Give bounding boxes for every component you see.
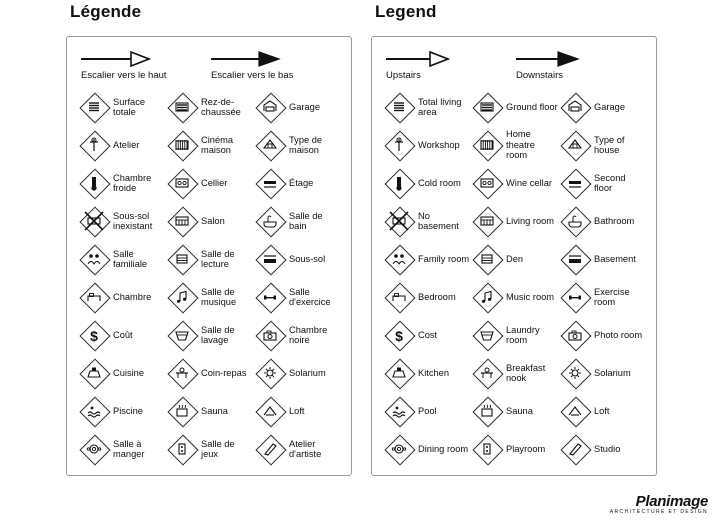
- legend-item-label: Chambre noire: [289, 324, 328, 345]
- legend-item-label: Bedroom: [418, 291, 456, 302]
- stairs-up-label-french: Escalier vers le haut: [81, 70, 167, 81]
- legend-item-label: Kitchen: [418, 367, 450, 378]
- legend-item-label: Sous-sol: [289, 253, 326, 264]
- legend-item: [79, 88, 165, 126]
- legend-item: [560, 202, 646, 240]
- type-of-house-icon: [560, 130, 590, 160]
- garage-icon: [255, 92, 285, 122]
- legend-item-label: Salle à manger: [113, 438, 145, 459]
- legend-item-label: Étage: [289, 177, 314, 188]
- legend-item-label: Total living area: [418, 96, 462, 117]
- legend-item: [255, 164, 341, 202]
- legend-item-label: Bathroom: [594, 215, 635, 226]
- den-icon: [167, 244, 197, 274]
- legend-item: [167, 202, 253, 240]
- pool-icon: [384, 396, 414, 426]
- playroom-icon: [472, 434, 502, 464]
- legend-item-label: Solarium: [594, 367, 631, 378]
- brand-tagline: ARCHITECTURE ET DESIGN: [609, 509, 708, 515]
- family-room-icon: [79, 244, 109, 274]
- legend-item-label: Coût: [113, 329, 133, 340]
- legend-item-label: Music room: [506, 291, 555, 302]
- stairs-up-label-english: Upstairs: [386, 70, 421, 81]
- legend-grid-english: [372, 88, 656, 468]
- wine-cellar-icon: [167, 168, 197, 198]
- cold-room-icon: [79, 168, 109, 198]
- legend-item: [384, 202, 470, 240]
- brand-logo: [610, 493, 708, 515]
- basement-icon: [255, 244, 285, 274]
- bathroom-icon: [255, 206, 285, 236]
- legend-item-label: Cinéma maison: [201, 134, 234, 155]
- legend-item-label: Solarium: [289, 367, 326, 378]
- solarium-icon: [560, 358, 590, 388]
- legend-item: [255, 278, 341, 316]
- legend-item: [384, 164, 470, 202]
- home-theatre-icon: [472, 130, 502, 160]
- legend-item: [560, 354, 646, 392]
- legend-item: [384, 240, 470, 278]
- legend-item: [384, 430, 470, 468]
- photo-room-icon: [560, 320, 590, 350]
- wine-cellar-icon: [472, 168, 502, 198]
- total-living-area-icon: [79, 92, 109, 122]
- playroom-icon: [167, 434, 197, 464]
- legend-item: [255, 240, 341, 278]
- svg-text:$: $: [90, 327, 98, 344]
- legend-item: [79, 126, 165, 164]
- legend-panel-french: [66, 36, 352, 476]
- arrow-outline-up-icon: [384, 51, 514, 67]
- laundry-room-icon: [167, 320, 197, 350]
- legend-item: [472, 354, 558, 392]
- legend-item: [384, 278, 470, 316]
- legend-item-label: Wine cellar: [506, 177, 552, 188]
- ground-floor-icon: [167, 92, 197, 122]
- legend-item: [167, 392, 253, 430]
- legend-item-label: Chambre: [113, 291, 152, 302]
- legend-item: [255, 354, 341, 392]
- legend-item: [167, 354, 253, 392]
- legend-item: [560, 392, 646, 430]
- legend-item: [255, 88, 341, 126]
- legend-item-label: Salle de lecture: [201, 248, 235, 269]
- legend-item: [167, 278, 253, 316]
- legend-item-label: Studio: [594, 443, 621, 454]
- den-icon: [472, 244, 502, 274]
- legend-item-label: Cost: [418, 329, 438, 340]
- legend-item-label: Salle de bain: [289, 210, 323, 231]
- legend-item-label: Piscine: [113, 405, 143, 416]
- bathroom-icon: [560, 206, 590, 236]
- arrow-outline-up-icon: [79, 51, 209, 67]
- legend-item-label: Surface totale: [113, 96, 146, 117]
- legend-item: [167, 240, 253, 278]
- legend-item-label: Atelier: [113, 139, 140, 150]
- legend-item: [255, 430, 341, 468]
- legend-item: [167, 316, 253, 354]
- legend-item-label: Home theatre room: [506, 129, 535, 161]
- cost-icon: [79, 320, 109, 350]
- legend-item: [472, 164, 558, 202]
- legend-item-label: Dining room: [418, 443, 469, 454]
- ground-floor-icon: [472, 92, 502, 122]
- home-theatre-icon: [167, 130, 197, 160]
- legend-item-label: Loft: [289, 405, 305, 416]
- legend-item: [79, 278, 165, 316]
- legend-item-label: Photo room: [594, 329, 643, 340]
- legend-item-label: Sauna: [201, 405, 228, 416]
- stairs-up-english: [384, 51, 514, 82]
- stairs-row-french: [67, 37, 351, 82]
- legend-item: [384, 126, 470, 164]
- pool-icon: [79, 396, 109, 426]
- basement-icon: [560, 244, 590, 274]
- photo-room-icon: [255, 320, 285, 350]
- bedroom-icon: [384, 282, 414, 312]
- legend-item-label: Garage: [594, 101, 626, 112]
- workshop-icon: [79, 130, 109, 160]
- legend-item-label: Sous-sol inexistant: [113, 210, 153, 231]
- no-basement-icon: [384, 206, 414, 236]
- legend-item-label: Chambre froide: [113, 172, 152, 193]
- legend-item: [384, 88, 470, 126]
- legend-item-label: Den: [506, 253, 524, 264]
- legend-grid-french: [67, 88, 351, 468]
- dining-room-icon: [384, 434, 414, 464]
- legend-item: [384, 316, 470, 354]
- legend-item: [472, 202, 558, 240]
- sauna-icon: [472, 396, 502, 426]
- type-of-house-icon: [255, 130, 285, 160]
- legend-item-label: Ground floor: [506, 101, 558, 112]
- stairs-down-label-french: Escalier vers le bas: [211, 70, 294, 81]
- stairs-down-english: [514, 51, 644, 82]
- no-basement-icon: [79, 206, 109, 236]
- legend-item: [560, 316, 646, 354]
- legend-item: [560, 278, 646, 316]
- legend-item-label: Salle d'exercice: [289, 286, 331, 307]
- legend-item: [472, 88, 558, 126]
- second-floor-icon: [255, 168, 285, 198]
- legend-item: [472, 316, 558, 354]
- breakfast-nook-icon: [167, 358, 197, 388]
- family-room-icon: [384, 244, 414, 274]
- legend-item: [472, 278, 558, 316]
- cold-room-icon: [384, 168, 414, 198]
- legend-item-label: Playroom: [506, 443, 546, 454]
- legend-item-label: Cold room: [418, 177, 461, 188]
- legend-item-label: Type de maison: [289, 134, 323, 155]
- stairs-row-english: [372, 37, 656, 82]
- stairs-down-french: [209, 51, 339, 82]
- legend-item: [79, 164, 165, 202]
- legend-item-label: Type of house: [594, 134, 625, 155]
- legend-item: [472, 392, 558, 430]
- legend-item-label: Garage: [289, 101, 321, 112]
- laundry-room-icon: [472, 320, 502, 350]
- legend-item: [167, 164, 253, 202]
- legend-item-label: Salle de jeux: [201, 438, 235, 459]
- legend-item: [560, 126, 646, 164]
- legend-item: [384, 392, 470, 430]
- legend-item: [79, 240, 165, 278]
- legend-item-label: Workshop: [418, 139, 460, 150]
- legend-item: [79, 354, 165, 392]
- legend-item: [79, 202, 165, 240]
- stairs-down-label-english: Downstairs: [516, 70, 563, 81]
- arrow-solid-down-icon: [209, 51, 339, 67]
- legend-item-label: Breakfast nook: [506, 362, 546, 383]
- brand-name: Planimage: [635, 493, 708, 510]
- legend-item: [560, 164, 646, 202]
- legend-item: [255, 392, 341, 430]
- sauna-icon: [167, 396, 197, 426]
- music-room-icon: [472, 282, 502, 312]
- legend-item-label: No basement: [418, 210, 459, 231]
- total-living-area-icon: [384, 92, 414, 122]
- page-title-english: Legend: [375, 2, 437, 21]
- legend-item: [472, 126, 558, 164]
- stairs-up-french: [79, 51, 209, 82]
- legend-item-label: Second floor: [594, 172, 626, 193]
- page-title-french: Légende: [70, 2, 142, 21]
- legend-item-label: Laundry room: [506, 324, 540, 345]
- cost-icon: [384, 320, 414, 350]
- legend-item-label: Loft: [594, 405, 610, 416]
- legend-item: [255, 126, 341, 164]
- legend-item-label: Salle de musique: [201, 286, 237, 307]
- exercise-room-icon: [255, 282, 285, 312]
- legend-item: [560, 88, 646, 126]
- legend-item-label: Coin-repas: [201, 367, 247, 378]
- legend-item-label: Exercise room: [594, 286, 630, 307]
- legend-item-label: Atelier d'artiste: [289, 438, 322, 459]
- legend-item: [167, 430, 253, 468]
- legend-item-label: Cuisine: [113, 367, 145, 378]
- legend-item: [255, 316, 341, 354]
- legend-item: [79, 392, 165, 430]
- legend-item-label: Salon: [201, 215, 225, 226]
- legend-item-label: Living room: [506, 215, 555, 226]
- legend-item-label: Cellier: [201, 177, 228, 188]
- second-floor-icon: [560, 168, 590, 198]
- legend-panel-english: [371, 36, 657, 476]
- loft-icon: [255, 396, 285, 426]
- studio-icon: [255, 434, 285, 464]
- legend-item-label: Salle familiale: [113, 248, 148, 269]
- legend-item: [560, 430, 646, 468]
- arrow-solid-down-icon: [514, 51, 644, 67]
- loft-icon: [560, 396, 590, 426]
- legend-item-label: Sauna: [506, 405, 533, 416]
- legend-item-label: Pool: [418, 405, 437, 416]
- svg-text:$: $: [395, 327, 403, 344]
- legend-item: [79, 430, 165, 468]
- breakfast-nook-icon: [472, 358, 502, 388]
- legend-item: [472, 240, 558, 278]
- kitchen-icon: [79, 358, 109, 388]
- studio-icon: [560, 434, 590, 464]
- legend-item: [560, 240, 646, 278]
- exercise-room-icon: [560, 282, 590, 312]
- living-room-icon: [472, 206, 502, 236]
- legend-item: [167, 126, 253, 164]
- workshop-icon: [384, 130, 414, 160]
- living-room-icon: [167, 206, 197, 236]
- legend-item-label: Salle de lavage: [201, 324, 235, 345]
- legend-item: [384, 354, 470, 392]
- kitchen-icon: [384, 358, 414, 388]
- garage-icon: [560, 92, 590, 122]
- legend-item: [255, 202, 341, 240]
- bedroom-icon: [79, 282, 109, 312]
- music-room-icon: [167, 282, 197, 312]
- legend-item-label: Family room: [418, 253, 470, 264]
- legend-item: [79, 316, 165, 354]
- legend-item: [167, 88, 253, 126]
- legend-item-label: Basement: [594, 253, 636, 264]
- legend-item-label: Rez-de-chaussée: [201, 96, 241, 117]
- dining-room-icon: [79, 434, 109, 464]
- solarium-icon: [255, 358, 285, 388]
- legend-item: [472, 430, 558, 468]
